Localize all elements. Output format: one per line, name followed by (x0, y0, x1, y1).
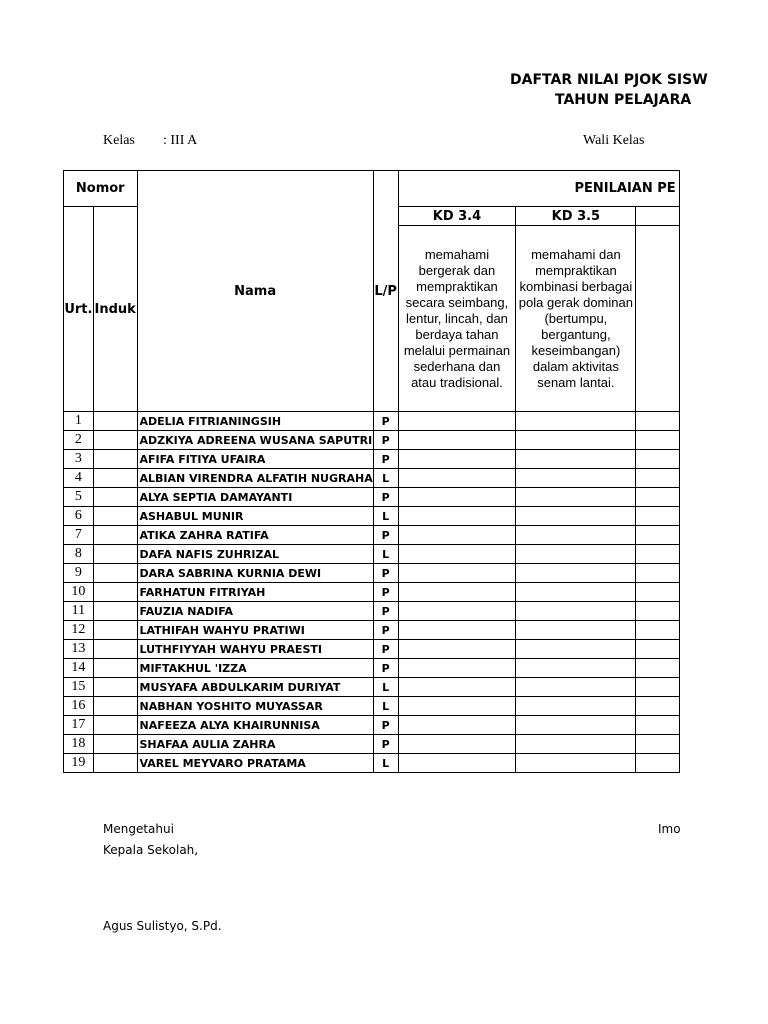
row-student-name: VAREL MEYVARO PRATAMA (137, 754, 373, 773)
grade-table (63, 170, 680, 773)
row-induk (93, 431, 137, 450)
row-extra-score (636, 450, 680, 469)
table-row (64, 640, 680, 659)
row-induk (93, 450, 137, 469)
row-kd34-score (398, 450, 516, 469)
row-gender: L (373, 545, 398, 564)
table-row (64, 697, 680, 716)
row-kd35-score (516, 602, 636, 621)
row-kd34-score (398, 469, 516, 488)
row-student-name: ALYA SEPTIA DAMAYANTI (137, 488, 373, 507)
row-gender: L (373, 507, 398, 526)
table-row (64, 526, 680, 545)
row-kd34-score (398, 716, 516, 735)
kepala-sekolah-label: Kepala Sekolah, (103, 843, 199, 857)
row-number: 19 (64, 754, 94, 773)
row-extra-score (636, 507, 680, 526)
row-kd35-score (516, 754, 636, 773)
row-extra-score (636, 431, 680, 450)
table-row (64, 602, 680, 621)
row-kd34-score (398, 640, 516, 659)
row-kd35-score (516, 621, 636, 640)
row-gender: L (373, 697, 398, 716)
table-row (64, 545, 680, 564)
row-kd35-score (516, 678, 636, 697)
row-gender: P (373, 450, 398, 469)
row-kd35-score (516, 583, 636, 602)
document-title-line1: DAFTAR NILAI PJOK SISW (510, 72, 708, 88)
row-kd34-score (398, 564, 516, 583)
wali-kelas-label: Wali Kelas (583, 133, 645, 148)
row-student-name: ASHABUL MUNIR (137, 507, 373, 526)
row-kd34-score (398, 659, 516, 678)
row-induk (93, 621, 137, 640)
row-gender: P (373, 564, 398, 583)
row-kd35-score (516, 450, 636, 469)
row-induk (93, 735, 137, 754)
header-induk: Induk (93, 207, 137, 412)
row-induk (93, 469, 137, 488)
row-gender: P (373, 412, 398, 431)
row-number: 14 (64, 659, 94, 678)
row-extra-score (636, 583, 680, 602)
row-kd35-score (516, 507, 636, 526)
row-number: 5 (64, 488, 94, 507)
kelas-value: : III A (163, 133, 198, 148)
row-kd34-score (398, 488, 516, 507)
row-extra-score (636, 488, 680, 507)
row-kd35-score (516, 716, 636, 735)
row-kd35-score (516, 526, 636, 545)
table-row (64, 431, 680, 450)
row-student-name: AFIFA FITIYA UFAIRA (137, 450, 373, 469)
row-induk (93, 697, 137, 716)
row-number: 8 (64, 545, 94, 564)
document-title-line2: TAHUN PELAJARA (555, 92, 692, 108)
row-kd34-score (398, 412, 516, 431)
row-student-name: LATHIFAH WAHYU PRATIWI (137, 621, 373, 640)
row-kd34-score (398, 583, 516, 602)
row-extra-score (636, 716, 680, 735)
row-induk (93, 640, 137, 659)
table-row (64, 716, 680, 735)
row-kd34-score (398, 545, 516, 564)
row-kd34-score (398, 735, 516, 754)
row-extra-score (636, 754, 680, 773)
row-kd35-score (516, 488, 636, 507)
row-student-name: FARHATUN FITRIYAH (137, 583, 373, 602)
row-student-name: LUTHFIYYAH WAHYU PRAESTI (137, 640, 373, 659)
row-number: 13 (64, 640, 94, 659)
table-row (64, 450, 680, 469)
row-extra-score (636, 697, 680, 716)
row-induk (93, 659, 137, 678)
header-extra (636, 207, 680, 226)
header-lp: L/P (373, 171, 398, 412)
table-row (64, 564, 680, 583)
row-number: 12 (64, 621, 94, 640)
row-gender: L (373, 469, 398, 488)
row-extra-score (636, 678, 680, 697)
kelas-label: Kelas (103, 133, 135, 148)
table-row (64, 735, 680, 754)
row-student-name: DAFA NAFIS ZUHRIZAL (137, 545, 373, 564)
row-gender: P (373, 621, 398, 640)
header-kd34: KD 3.4 (398, 207, 516, 226)
row-kd35-score (516, 564, 636, 583)
row-student-name: ADZKIYA ADREENA WUSANA SAPUTRI (137, 431, 373, 450)
row-induk (93, 754, 137, 773)
row-extra-score (636, 545, 680, 564)
row-extra-score (636, 412, 680, 431)
row-gender: P (373, 640, 398, 659)
row-induk (93, 678, 137, 697)
row-gender: P (373, 735, 398, 754)
row-kd34-score (398, 621, 516, 640)
row-kd34-score (398, 697, 516, 716)
table-row (64, 754, 680, 773)
header-nomor: Nomor (64, 171, 138, 207)
row-kd35-score (516, 697, 636, 716)
row-induk (93, 564, 137, 583)
table-row (64, 678, 680, 697)
row-student-name: MIFTAKHUL 'IZZA (137, 659, 373, 678)
row-gender: P (373, 602, 398, 621)
row-extra-score (636, 602, 680, 621)
row-student-name: NAFEEZA ALYA KHAIRUNNISA (137, 716, 373, 735)
header-penilaian: PENILAIAN PE (398, 171, 680, 207)
row-induk (93, 412, 137, 431)
row-gender: P (373, 526, 398, 545)
row-induk (93, 716, 137, 735)
row-number: 1 (64, 412, 94, 431)
row-gender: P (373, 431, 398, 450)
row-kd35-score (516, 469, 636, 488)
row-number: 16 (64, 697, 94, 716)
row-gender: P (373, 583, 398, 602)
row-number: 3 (64, 450, 94, 469)
row-kd34-score (398, 678, 516, 697)
row-number: 18 (64, 735, 94, 754)
row-induk (93, 507, 137, 526)
row-number: 2 (64, 431, 94, 450)
row-student-name: NABHAN YOSHITO MUYASSAR (137, 697, 373, 716)
row-student-name: MUSYAFA ABDULKARIM DURIYAT (137, 678, 373, 697)
row-kd34-score (398, 602, 516, 621)
row-student-name: ALBIAN VIRENDRA ALFATIH NUGRAHA (137, 469, 373, 488)
mengetahui-label: Mengetahui (103, 822, 174, 836)
table-row (64, 488, 680, 507)
row-kd35-score (516, 659, 636, 678)
row-gender: P (373, 659, 398, 678)
header-nama: Nama (137, 171, 373, 412)
table-row (64, 412, 680, 431)
student-rows (64, 412, 680, 773)
row-kd35-score (516, 640, 636, 659)
row-extra-score (636, 526, 680, 545)
row-number: 11 (64, 602, 94, 621)
row-kd35-score (516, 545, 636, 564)
row-extra-score (636, 640, 680, 659)
row-extra-score (636, 564, 680, 583)
row-induk (93, 526, 137, 545)
table-row (64, 507, 680, 526)
row-kd35-score (516, 735, 636, 754)
row-extra-score (636, 469, 680, 488)
row-number: 17 (64, 716, 94, 735)
row-student-name: FAUZIA NADIFA (137, 602, 373, 621)
kepala-sekolah-name: Agus Sulistyo, S.Pd. (103, 919, 222, 933)
row-kd34-score (398, 754, 516, 773)
row-gender: L (373, 754, 398, 773)
row-student-name: SHAFAA AULIA ZAHRA (137, 735, 373, 754)
table-row (64, 469, 680, 488)
table-row (64, 659, 680, 678)
table-row (64, 583, 680, 602)
row-student-name: DARA SABRINA KURNIA DEWI (137, 564, 373, 583)
place-label: Imo (658, 822, 681, 836)
row-extra-score (636, 735, 680, 754)
row-induk (93, 602, 137, 621)
kd35-description: memahami dan mempraktikan kombinasi berbagai pola gerak dominan (bertumpu, bergantung, keseimbangan) dalam aktivitas senam lantai. (516, 226, 636, 412)
row-number: 15 (64, 678, 94, 697)
row-student-name: ATIKA ZAHRA RATIFA (137, 526, 373, 545)
row-extra-score (636, 621, 680, 640)
row-kd35-score (516, 431, 636, 450)
row-number: 4 (64, 469, 94, 488)
table-row (64, 621, 680, 640)
row-gender: L (373, 678, 398, 697)
row-induk (93, 545, 137, 564)
row-gender: P (373, 488, 398, 507)
row-kd35-score (516, 412, 636, 431)
row-kd34-score (398, 431, 516, 450)
header-kd35: KD 3.5 (516, 207, 636, 226)
row-kd34-score (398, 507, 516, 526)
row-induk (93, 583, 137, 602)
row-number: 7 (64, 526, 94, 545)
header-urt: Urt. (64, 207, 94, 412)
row-number: 10 (64, 583, 94, 602)
row-induk (93, 488, 137, 507)
row-number: 9 (64, 564, 94, 583)
kd34-description: memahami bergerak dan mempraktikan secara seimbang, lentur, lincah, dan berdaya tahan melalui permainan sederhana dan atau tradisional. (398, 226, 516, 412)
row-extra-score (636, 659, 680, 678)
row-gender: P (373, 716, 398, 735)
row-kd34-score (398, 526, 516, 545)
header-extra-desc (636, 226, 680, 412)
row-student-name: ADELIA FITRIANINGSIH (137, 412, 373, 431)
row-number: 6 (64, 507, 94, 526)
